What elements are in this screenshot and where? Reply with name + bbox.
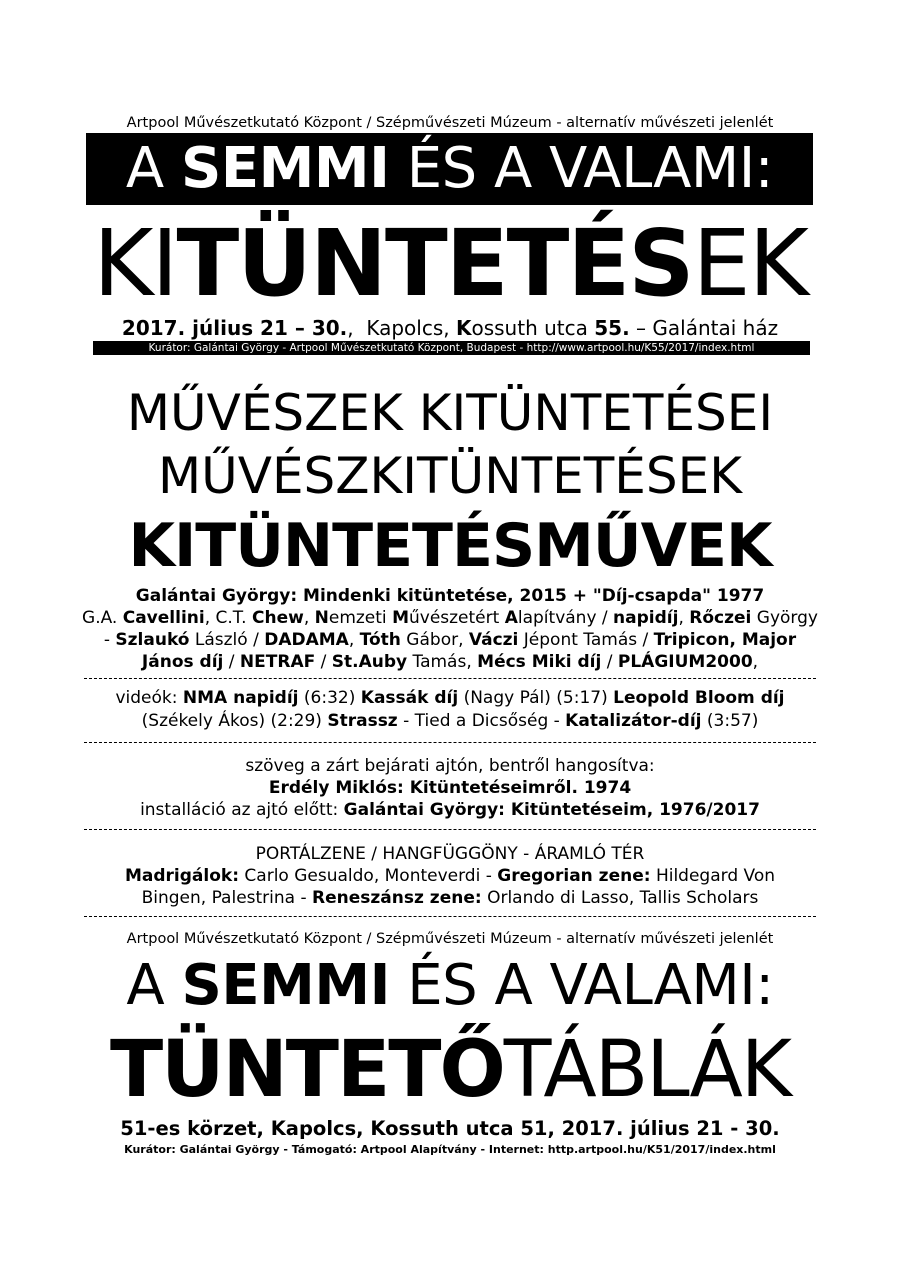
m3-b: Reneszánsz zene: — [312, 888, 482, 908]
a4-d: / — [315, 652, 332, 672]
videos-line-1 — [0, 687, 900, 709]
banner2-rest: ÉS A VALAMI: — [389, 953, 774, 1018]
a2-j: A — [504, 608, 518, 628]
door-line-1: szöveg a zárt bejárati ajtón, bentről hangosítva: — [245, 756, 655, 776]
a3-d: DADAMA — [264, 630, 349, 650]
date-text: 2017. július 21 – 30. — [121, 316, 348, 340]
dateline-place: Kapolcs, — [353, 316, 456, 340]
v2-a: (Székely Ákos) (2:29) — [141, 711, 328, 731]
a2-b: Cavellini — [122, 608, 205, 628]
headline-muveszek-kituntetesei: MŰVÉSZEK KITÜNTETÉSEI — [126, 384, 774, 442]
banner-a: A — [125, 136, 182, 201]
banner2-semmi: SEMMI — [181, 953, 390, 1018]
main-title-kituntetesek — [0, 212, 900, 316]
dateline-rest: – Galántai ház — [629, 316, 779, 340]
v1-d: Kassák díj — [360, 688, 459, 708]
dateline-comma: , — [347, 316, 354, 340]
a2-k: lapítvány / — [517, 608, 614, 628]
a2-o: György — [751, 608, 818, 628]
a3-a: - — [103, 630, 116, 650]
dateline-k: K — [455, 316, 472, 340]
headline-kituntetesmuvek: KITÜNTETÉSMŰVEK — [128, 511, 772, 581]
artists-line-2 — [0, 607, 900, 629]
v2-c: - Tied a Dicsőség - — [397, 711, 566, 731]
a2-g: emzeti — [328, 608, 393, 628]
a4-e: St.Auby — [331, 652, 408, 672]
dashed-separator — [84, 916, 816, 917]
v2-e: (3:57) — [701, 711, 759, 731]
main-title-tuntetotablak — [0, 1022, 900, 1118]
a4-a: János díj — [141, 652, 224, 672]
dateline-number: 55. — [594, 316, 630, 340]
banner-semmi: SEMMI — [181, 136, 390, 201]
v1-c: (6:32) — [298, 688, 361, 708]
banner2-a: A — [126, 953, 182, 1018]
dashed-separator — [84, 829, 816, 830]
a2-c: , C.T. — [204, 608, 252, 628]
door-line-2: Erdély Miklós: Kitüntetéseimről. 1974 — [268, 778, 632, 798]
a3-i: Jépont Tamás / — [518, 630, 654, 650]
dateline-top — [0, 315, 900, 341]
title-line-bottom — [0, 950, 900, 1022]
a3-b: Szlaukó — [115, 630, 190, 650]
title-banner-top — [86, 133, 813, 205]
title-part-ki: KI — [93, 210, 177, 317]
artists-line-3 — [0, 629, 900, 651]
a2-n: Rőczei — [689, 608, 752, 628]
music-line-3 — [0, 887, 900, 909]
org-line-bottom: Artpool Művészetkutató Központ / Szépművészeti Múzeum - alternatív művészeti jelenlét — [126, 931, 774, 947]
d3-a: installáció az ajtó előtt: — [140, 800, 344, 820]
m2-a: Madrigálok: — [124, 866, 240, 886]
artists-line-1: Galántai György: Mindenki kitüntetése, 2015 + "Díj-csapda" 1977 — [135, 586, 765, 606]
m2-c: Gregorian zene: — [497, 866, 651, 886]
a4-h: / — [601, 652, 618, 672]
curator-bar-top: Kurátor: Galántai György - Artpool Művészetkutató Központ, Budapest - http://www.artpool.hu/K55/2017/index.html — [93, 341, 810, 355]
v1-f: Leopold Bloom díj — [613, 688, 785, 708]
dashed-separator — [84, 742, 816, 743]
dateline-ossuth: ossuth utca — [471, 316, 595, 340]
a3-g: Gábor, — [400, 630, 469, 650]
a3-j: Tripicon, Major — [653, 630, 797, 650]
v2-d: Katalizátor-díj — [565, 711, 702, 731]
a2-d: Chew — [251, 608, 304, 628]
a2-h: M — [392, 608, 409, 628]
door-line-3 — [0, 799, 900, 821]
m2-b: Carlo Gesualdo, Monteverdi - — [239, 866, 498, 886]
music-line-2 — [0, 865, 900, 887]
artists-line-4 — [0, 651, 900, 673]
d3-b: Galántai György: Kitüntetéseim, 1976/2017 — [343, 800, 760, 820]
a3-h: Váczi — [468, 630, 519, 650]
m3-c: Orlando di Lasso, Tallis Scholars — [481, 888, 759, 908]
a2-l: napidíj — [613, 608, 679, 628]
a4-b: / — [223, 652, 240, 672]
a4-f: Tamás, — [407, 652, 478, 672]
banner-rest: ÉS A VALAMI: — [389, 136, 774, 201]
a4-i: PLÁGIUM2000 — [617, 652, 753, 672]
m2-d: Hildegard Von — [650, 866, 776, 886]
org-line-top: Artpool Művészetkutató Központ / Szépművészeti Múzeum - alternatív művészeti jelenlét — [126, 115, 774, 131]
a3-f: Tóth — [359, 630, 401, 650]
title2-part-tablak: TÁBLÁK — [503, 1025, 791, 1115]
curator-bottom: Kurátor: Galántai György - Támogató: Artpool Alapítvány - Internet: http.artpool.hu/K51/2017/index.html — [124, 1143, 776, 1156]
dateline-bottom: 51-es körzet, Kapolcs, Kossuth utca 51, 2017. július 21 - 30. — [120, 1117, 780, 1140]
a4-c: NETRAF — [239, 652, 316, 672]
headline-muveszkituntetesek: MŰVÉSZKITÜNTETÉSEK — [158, 447, 742, 505]
a4-j: , — [752, 652, 759, 672]
title-part-ek: EK — [692, 210, 807, 317]
a3-c: László / — [189, 630, 265, 650]
v1-e: (Nagy Pál) (5:17) — [458, 688, 614, 708]
a2-a: G.A. — [82, 608, 123, 628]
music-line-1: PORTÁLZENE / HANGFÜGGÖNY - ÁRAMLÓ TÉR — [255, 844, 645, 864]
a2-e: , — [303, 608, 315, 628]
v2-b: Strassz — [327, 711, 398, 731]
v1-a: videók: — [115, 688, 183, 708]
title-part-tuntetes: TÜNTETÉS — [176, 210, 693, 317]
v1-b: NMA napidíj — [182, 688, 299, 708]
videos-line-2 — [0, 710, 900, 732]
a2-m: , — [678, 608, 690, 628]
a2-i: űvészetért — [408, 608, 505, 628]
a2-f: N — [314, 608, 329, 628]
title2-part-tunteto: TÜNTETŐ — [109, 1025, 504, 1115]
a4-g: Mécs Miki díj — [477, 652, 602, 672]
a3-e: , — [348, 630, 360, 650]
m3-a: Bingen, Palestrina - — [141, 888, 313, 908]
dashed-separator — [84, 678, 816, 679]
